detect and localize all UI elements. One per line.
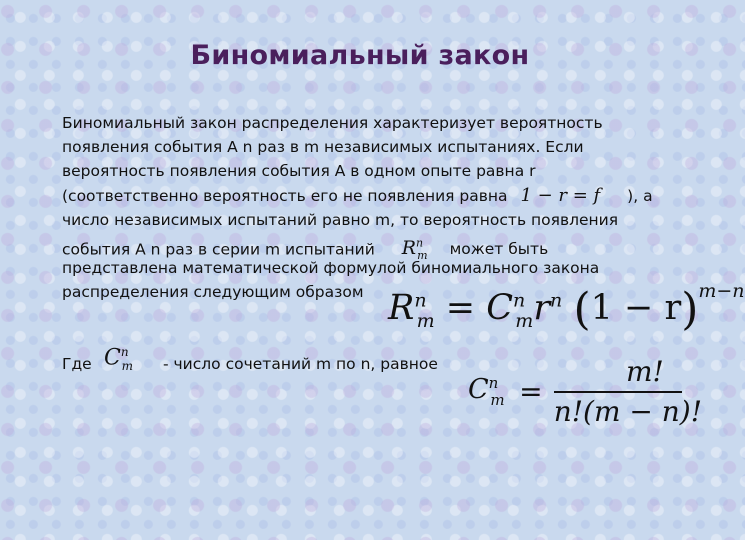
inline-r-base: R (401, 237, 417, 260)
binomial-formula (388, 280, 745, 335)
formula-equals: = (445, 288, 476, 328)
formula-lhs: R (388, 288, 415, 328)
paragraph-line-2: появления события А n раз в m независимых испытаниях. Если (62, 138, 584, 157)
formula-lhs-sub: m (416, 310, 435, 332)
formula-lhs-sup: n (414, 289, 427, 312)
inline-formula-f: 1 − r = f (520, 184, 601, 206)
slide-title: Биномиальный закон (190, 40, 530, 71)
formula-c: C (486, 288, 514, 328)
paragraph-line-6-text: события А n раз в серии m испытаний (62, 240, 375, 259)
where-description: - число сочетаний m по n, равное (163, 355, 438, 373)
formula-paren-open: ( (573, 284, 591, 335)
inline-r-sub: m (417, 249, 428, 263)
comb-numerator: m! (625, 355, 664, 388)
c-symbol-sub: m (121, 358, 133, 373)
comb-fraction (554, 355, 702, 428)
paragraph-line-6 (62, 232, 662, 263)
paragraph-line-1: Биномиальный закон распределения характеризует вероятность (62, 114, 603, 132)
formula-r: r (533, 288, 551, 328)
c-symbol-sup: n (120, 345, 129, 359)
c-symbol-base: C (104, 345, 121, 371)
formula-paren-body: 1 − r (590, 288, 682, 328)
paragraph-line-8: распределения следующим образом (62, 283, 364, 302)
comb-lhs-sub: m (490, 390, 505, 409)
comb-lhs-sup: n (488, 374, 499, 393)
formula-exponent: m−n (698, 280, 745, 302)
inline-r-sup: n (416, 236, 424, 250)
paragraph-line-4-tail: ), а (627, 186, 653, 205)
comb-lhs-base: C (468, 374, 489, 406)
paragraph-line-3: вероятность появления события А в одном опыте равна r (62, 162, 536, 181)
paragraph (62, 111, 662, 305)
comb-lhs (468, 374, 513, 409)
paragraph-line-4 (62, 184, 662, 208)
formula-c-sub: m (515, 310, 534, 332)
paragraph-line-6-tail: может быть (449, 240, 549, 259)
formula-r-sup: n (550, 289, 563, 312)
paragraph-line-4-text: (соответственно вероятность его не появления равна (62, 186, 508, 205)
combination-formula (468, 355, 702, 428)
c-symbol (104, 345, 133, 373)
comb-equals: = (519, 375, 543, 408)
formula-paren-close: ) (681, 284, 699, 335)
where-label: Где (62, 355, 92, 373)
comb-denominator: n!(m − n)! (553, 395, 702, 428)
formula-c-sup: n (513, 289, 526, 312)
paragraph-line-7: представлена математической формулой биномиального закона (62, 259, 600, 278)
paragraph-line-5: число независимых испытаний равно m, то вероятность появления (62, 210, 619, 229)
